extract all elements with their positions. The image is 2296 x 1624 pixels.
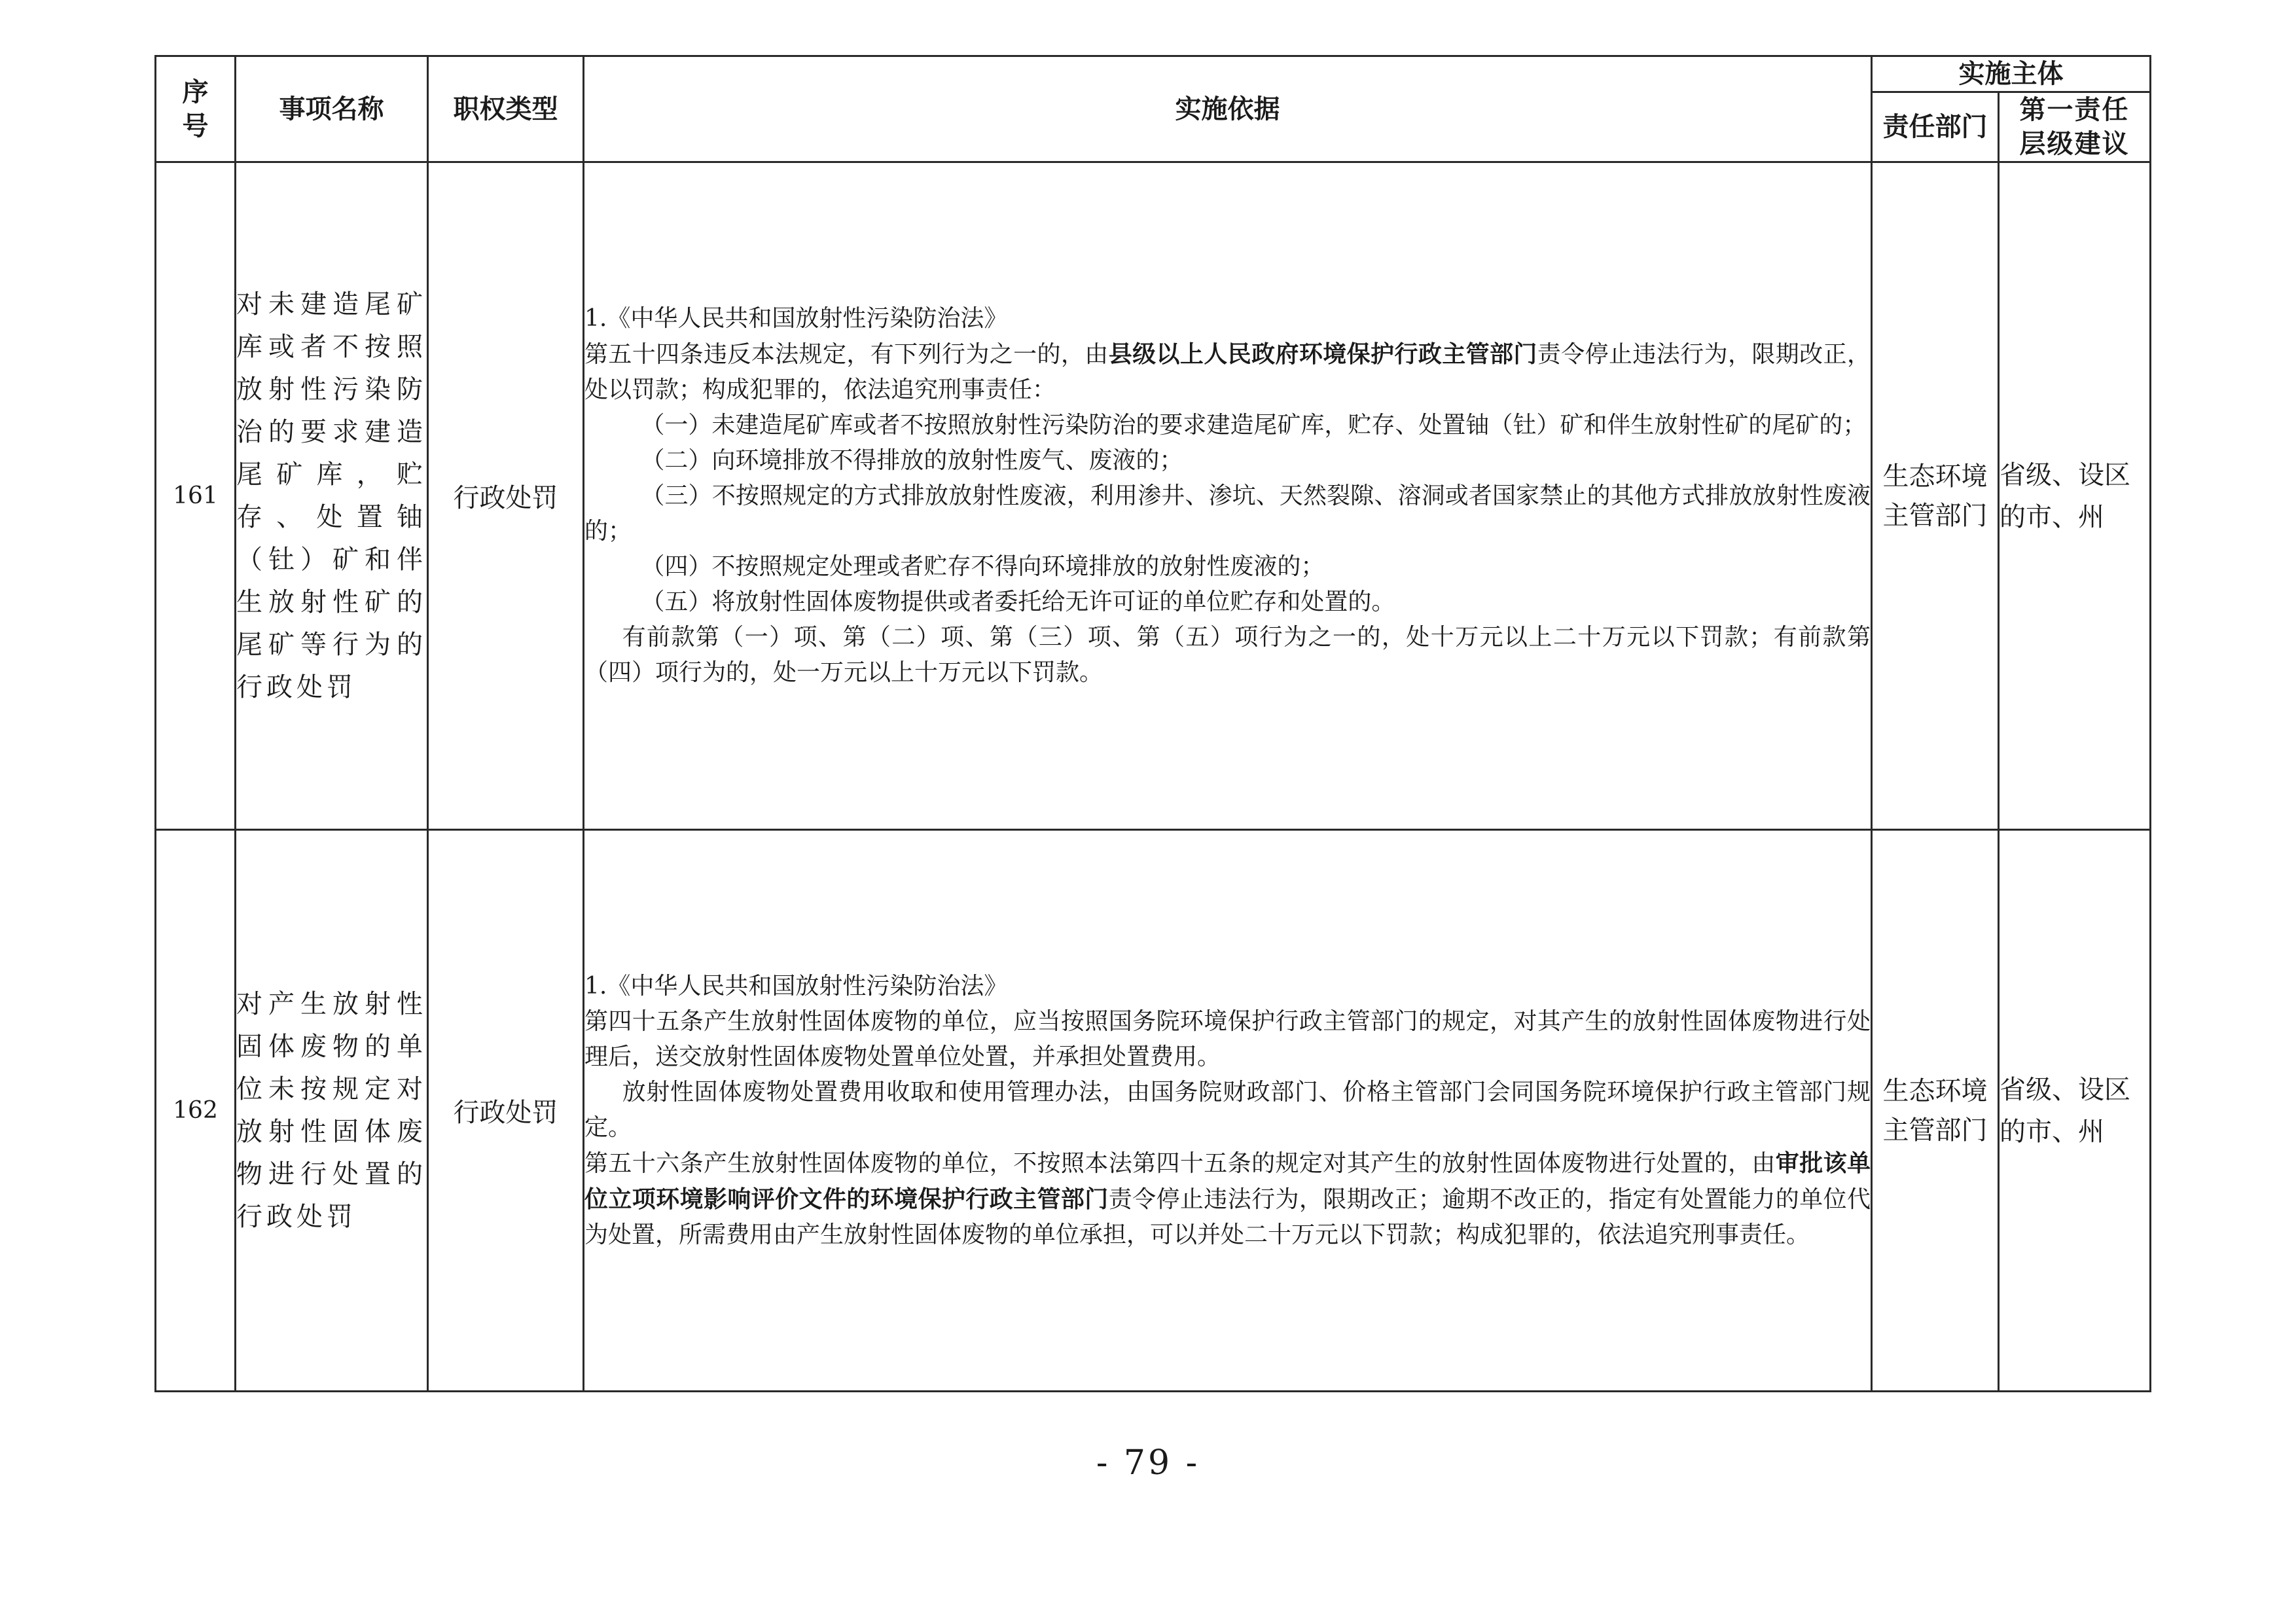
- basis-article: 第五十六条产生放射性固体废物的单位，不按照本法第四十五条的规定对其产生的放射性固体废物进行处置的，由审批该单位立项环境影响评价文件的环境保护行政主管部门责令停止违法行为，限期改正；逾期不改正的，指定有处置能力的单位代为处置，所需费用由产生放射性固体废物的单位承担，可以并处二十万元以下罚款；构成犯罪的，依法追究刑事责任。: [584, 1149, 1871, 1248]
- basis-item: （四）不按照规定处理或者贮存不得向环境排放的放射性废液的；: [641, 553, 1325, 580]
- level-suggestion: 省级、设区的市、州: [1999, 830, 2151, 1392]
- header-no: 序 号: [156, 56, 236, 162]
- table-row: [156, 162, 2151, 830]
- power-type: 行政处罚: [428, 162, 584, 830]
- header-power-type: 职权类型: [428, 56, 584, 162]
- header-implementer: 实施主体: [1872, 56, 2151, 92]
- basis-law-title: 1.《中华人民共和国放射性污染防治法》: [584, 305, 1008, 332]
- basis-item: （二）向环境排放不得排放的放射性废气、废液的；: [641, 447, 1183, 474]
- header-level: 第一责任 层级建议: [1999, 92, 2151, 162]
- row-number: 162: [156, 830, 236, 1392]
- responsible-authority: 审批该单位立项环境影响评价文件的环境保护行政主管部门: [584, 1149, 1871, 1213]
- basis-item: （五）将放射性固体废物提供或者委托给无许可证的单位贮存和处置的。: [641, 588, 1395, 615]
- level-suggestion: 省级、设区的市、州: [1999, 162, 2151, 830]
- header-basis: 实施依据: [584, 56, 1872, 162]
- basis-text: [584, 830, 1872, 1392]
- responsible-authority: 县级以上人民政府环境保护行政主管部门: [1108, 340, 1537, 368]
- page-number: - 79 -: [1096, 1443, 1200, 1483]
- basis-article: 第五十四条违反本法规定，有下列行为之一的，由县级以上人民政府环境保护行政主管部门责令停止违法行为，限期改正，处以罚款；构成犯罪的，依法追究刑事责任：: [584, 340, 1871, 403]
- basis-article: 放射性固体废物处置费用收取和使用管理办法，由国务院财政部门、价格主管部门会同国务院环境保护行政主管部门规定。: [584, 1078, 1871, 1141]
- item-name: 对未建造尾矿库或者不按照放射性污染防治的要求建造尾矿库，贮存、处置铀（钍）矿和伴生放射性矿的尾矿等行为的行政处罚: [236, 162, 428, 830]
- table-row: [156, 830, 2151, 1392]
- basis-text: [584, 162, 1872, 830]
- header-dept: 责任部门: [1872, 92, 1999, 162]
- basis-law-title: 1.《中华人民共和国放射性污染防治法》: [584, 972, 1008, 1000]
- responsible-dept: 生态环境主管部门: [1872, 830, 1999, 1392]
- basis-item: （三）不按照规定的方式排放放射性废液，利用渗井、渗坑、天然裂隙、溶洞或者国家禁止的其他方式排放放射性废液的；: [584, 482, 1871, 545]
- power-type: 行政处罚: [428, 830, 584, 1392]
- basis-article: 第四十五条产生放射性固体废物的单位，应当按照国务院环境保护行政主管部门的规定，对其产生的放射性固体废物进行处理后，送交放射性固体废物处置单位处置，并承担处置费用。: [584, 1007, 1871, 1070]
- authority-table: [154, 55, 2151, 1392]
- row-number: 161: [156, 162, 236, 830]
- basis-penalty: 有前款第（一）项、第（二）项、第（三）项、第（五）项行为之一的，处十万元以上二十万元以下罚款；有前款第（四）项行为的，处一万元以上十万元以下罚款。: [584, 624, 1871, 686]
- header-item-name: 事项名称: [236, 56, 428, 162]
- basis-item: （一）未建造尾矿库或者不按照放射性污染防治的要求建造尾矿库，贮存、处置铀（钍）矿和伴生放射性矿的尾矿的；: [641, 412, 1867, 439]
- item-name: 对产生放射性固体废物的单位未按规定对放射性固体废物进行处置的行政处罚: [236, 830, 428, 1392]
- responsible-dept: 生态环境主管部门: [1872, 162, 1999, 830]
